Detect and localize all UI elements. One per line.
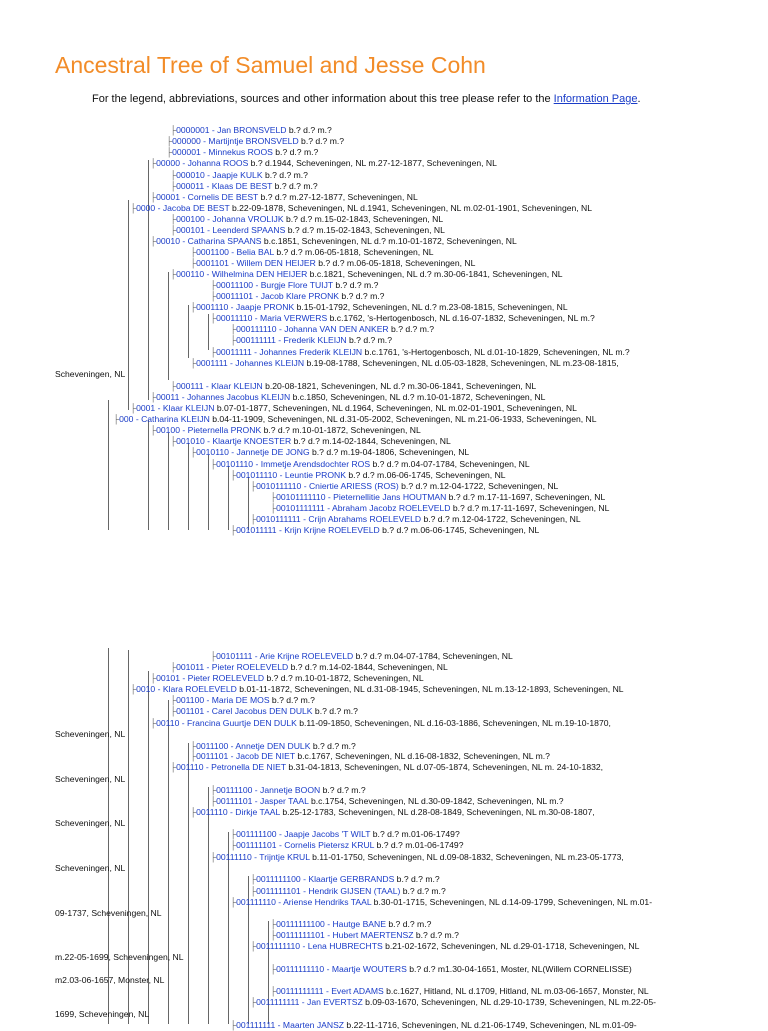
tree-branch-glyph: ├ [170,662,177,672]
person-link[interactable]: 00011110 - Maria VERWERS [216,313,328,323]
tree-branch-glyph: ├ [150,158,157,168]
person-link[interactable]: 00110 - Francina Guurtje DEN DULK [156,718,297,728]
tree-entry [210,280,378,291]
tree-entry [130,684,624,695]
tree-branch-glyph: ├ [270,503,277,513]
person-info: b.? d.? m.04-07-1784, Scheveningen, NL [370,459,530,469]
tree-entry [230,1020,637,1031]
tree-branch-glyph: ├ [150,392,157,402]
person-info-continued: Scheveningen, NL [55,818,126,828]
tree-branch-glyph: ├ [230,897,237,907]
tree-entry [170,695,315,706]
tree-branch-glyph: ├ [210,852,217,862]
person-info: b.? d.? m.14-02-1844, Scheveningen, NL [291,436,451,446]
tree-entry [270,492,605,503]
person-link[interactable]: 00101111 - Arie Krijne ROELEVELD [216,651,354,661]
tree-entry [130,203,592,214]
person-info: b.? d.? m.? [320,785,366,795]
tree-entry [230,470,506,481]
tree-entry [150,158,497,169]
person-info: b.22-11-1716, Scheveningen, NL d.21-06-1749, Scheveningen, NL m.01-09- [344,1020,637,1030]
tree-connector-line [128,650,129,1024]
person-info: b.? d.? m.01-06-1749? [374,840,464,850]
tree-branch-glyph: ├ [230,324,237,334]
tree-entry [210,651,513,662]
person-info: b.? d.? m.04-07-1784, Scheveningen, NL [353,651,513,661]
person-link[interactable]: 0000001 - Jan BRONSVELD [176,125,287,135]
person-link[interactable]: 0011101 - Jacob DE NIET [196,751,295,761]
tree-connector-line [148,160,149,400]
person-link[interactable]: 00101 - Pieter ROELEVELD [156,673,265,683]
person-link[interactable]: 0010111110 - Cniertie ARIESS (ROS) [256,481,399,491]
person-info-continued: Scheveningen, NL [55,369,126,379]
person-info: b.? d.? m1.30-04-1651, Moster, NL(Willem CORNELISSE) [406,964,632,974]
person-info: b.c.1850, Scheveningen, NL d.? m.10-01-1872, Scheveningen, NL [290,392,546,402]
tree-branch-glyph: ├ [270,492,277,502]
tree-entry [210,313,595,324]
tree-branch-glyph: ├ [150,718,157,728]
intro-sentence: For the legend, abbreviations, sources and other information about this tree please refer to the [92,93,551,105]
person-info-continued: m.22-05-1699, Scheveningen, NL [55,952,184,962]
tree-entry [210,459,530,470]
person-link[interactable]: 0011111100 - Klaartje GERBRANDS [256,874,395,884]
person-link[interactable]: 0001110 - Jaapje PRONK [196,302,295,312]
tree-branch-glyph: ├ [166,136,173,146]
tree-entry [230,829,460,840]
information-page-link[interactable]: Information Page [553,93,638,105]
tree-entry [270,964,632,975]
person-info: b.20-08-1821, Scheveningen, NL d.? m.30-06-1841, Scheveningen, NL [262,381,537,391]
person-link[interactable]: 0011111111 - Jan EVERTSZ [256,997,363,1007]
person-link[interactable]: 000111110 - Johanna VAN DEN ANKER [236,324,389,334]
tree-entry [230,840,463,851]
person-link[interactable]: 0001100 - Belia BAL [196,247,274,257]
tree-entry [170,269,563,280]
tree-entry [250,886,446,897]
person-link[interactable]: 00111100 - Jannetje BOON [216,785,321,795]
tree-branch-glyph: ├ [130,203,137,213]
person-info: b.? d.? m.? [400,886,446,896]
person-link[interactable]: 000010 - Jaapje KULK [176,170,263,180]
person-info: b.? d.? m.? [394,874,440,884]
person-info: b.04-11-1909, Scheveningen, NL d.31-05-2002, Scheveningen, NL m.21-06-1933, Scheveningen, NL [209,414,597,424]
person-info: b.? d.? m.? [413,930,459,940]
person-info: b.19-08-1788, Scheveningen, NL d.05-03-1828, Scheveningen, NL m.23-08-1815, [304,358,619,368]
tree-entry [150,192,418,203]
person-info: b.? d.? m.10-01-1872, Scheveningen, NL [264,673,424,683]
tree-branch-glyph: ├ [150,192,157,202]
person-info: b.? d.? m.? [385,919,432,929]
person-link[interactable]: 0010 - Klara ROELEVELD [136,684,237,694]
tree-branch-glyph: ├ [250,941,257,951]
tree-branch-glyph: ├ [270,930,277,940]
tree-entry [170,662,448,673]
tree-branch-glyph: ├ [170,269,177,279]
person-info: b.? d.? m.? [388,324,435,334]
tree-entry [150,425,421,436]
tree-entry [190,258,475,269]
person-info: b.? d.? m.14-02-1844, Scheveningen, NL [288,662,448,672]
person-link[interactable]: 00001 - Cornelis DE BEST [156,192,259,202]
person-link[interactable]: 00101110 - Immetje Arendsdochter ROS [216,459,371,469]
tree-entry [250,941,639,952]
person-info: b.? d.? m.15-02-1843, Scheveningen, NL [285,225,445,235]
tree-branch-glyph: ├ [150,425,157,435]
person-info: b.? d.? m.? [286,125,332,135]
person-info: b.? d.? m.? [269,695,315,705]
tree-entry [170,125,332,136]
person-info-continued: m2.03-06-1657, Monster, NL [55,975,165,985]
tree-branch-glyph: ├ [210,347,217,357]
person-link[interactable]: 00011111 - Johannes Frederik KLEIJN [216,347,363,357]
person-info: b.? d.? m.01-06-1749? [370,829,460,839]
tree-entry [190,807,595,818]
tree-entry [230,525,539,536]
tree-branch-glyph: ├ [170,436,177,446]
person-info: b.? d.? m.06-05-1818, Scheveningen, NL [315,258,476,268]
tree-branch-glyph: ├ [250,997,257,1007]
tree-connector-line [168,272,169,380]
person-link[interactable]: 0010111111 - Crijn Abrahams ROELEVELD [256,514,422,524]
tree-connector-line [188,305,189,358]
tree-branch-glyph: ├ [230,525,237,535]
person-info: b.? d.? m.12-04-1722, Scheveningen, NL [398,481,559,491]
person-link[interactable]: 001011110 - Leuntie PRONK [236,470,346,480]
person-link[interactable]: 001111111 - Maarten JANSZ [236,1020,345,1030]
person-link[interactable]: 000000 - Martijntje BRONSVELD [172,136,299,146]
person-info: b.? d.? m.19-04-1806, Scheveningen, NL [309,447,470,457]
person-info: b.? d.? m.06-06-1745, Scheveningen, NL [379,525,540,535]
tree-entry [170,381,536,392]
person-link[interactable]: 000111 - Klaar KLEIJN [176,381,263,391]
tree-entry [250,997,656,1008]
person-info: b.c.1851, Scheveningen, NL d.? m.10-01-1872, Scheveningen, NL [261,236,517,246]
tree-branch-glyph: ├ [190,247,197,257]
person-info-continued: Scheveningen, NL [55,863,126,873]
tree-branch-glyph: ├ [170,125,177,135]
tree-entry [166,136,344,147]
tree-entry [170,436,451,447]
tree-branch-glyph: ├ [230,840,237,850]
person-info: b.? d.? m.? [346,335,392,345]
person-info: b.? d.? m.06-06-1745, Scheveningen, NL [345,470,506,480]
person-info: b.? d.? m.27-12-1877, Scheveningen, NL [258,192,418,202]
person-link[interactable]: 0011111101 - Hendrik GIJSEN (TAAL) [256,886,401,896]
tree-entry [166,147,318,158]
person-info: b.07-01-1877, Scheveningen, NL d.1964, Scheveningen, NL m.02-01-1901, Scheveningen, NL [214,403,577,413]
person-link[interactable]: 00101111111 - Abraham Jacobz ROELEVELD [276,503,451,513]
person-link[interactable]: 0011100 - Annetje DEN DULK [196,741,311,751]
person-link[interactable]: 00011 - Johannes Jacobus KLEIJN [156,392,291,402]
tree-branch-glyph: ├ [190,807,197,817]
tree-branch-glyph: ├ [250,886,257,896]
person-info: b.c.1762, 's-Hertogenbosch, NL d.16-07-1832, Scheveningen, NL m.? [327,313,595,323]
tree-branch-glyph: ├ [130,684,137,694]
tree-branch-glyph: ├ [170,762,177,772]
tree-entry [250,514,581,525]
person-info: b.? d.? m.17-11-1697, Scheveningen, NL [450,503,610,513]
person-link[interactable]: 00111111100 - Hautge BANE [276,919,386,929]
tree-entry [170,762,603,773]
person-link[interactable]: 00101111110 - Pieternellitie Jans HOUTMAN [276,492,447,502]
tree-entry [170,170,308,181]
tree-branch-glyph: ├ [250,514,257,524]
person-info: b.? d.? m.? [272,181,318,191]
person-info: b.? d.? m.12-04-1722, Scheveningen, NL [421,514,581,524]
tree-branch-glyph: ├ [190,447,197,457]
person-link[interactable]: 001010 - Klaartje KNOESTER [176,436,292,446]
tree-entry [190,751,550,762]
tree-branch-glyph: ├ [270,964,277,974]
person-link[interactable]: 0011110 - Dirkje TAAL [196,807,281,817]
person-link[interactable]: 0001111 - Johannes KLEIJN [196,358,305,368]
tree-connector-line [268,921,269,1024]
person-info: b.31-04-1813, Scheveningen, NL d.07-05-1874, Scheveningen, NL m. 24-10-1832, [285,762,604,772]
tree-branch-glyph: ├ [210,796,217,806]
tree-entry [190,447,469,458]
tree-branch-glyph: ├ [250,481,257,491]
person-link[interactable]: 001011 - Pieter ROELEVELD [176,662,289,672]
person-link[interactable]: 000001 - Minnekus ROOS [172,147,273,157]
person-info: b.11-09-1850, Scheveningen, NL d.16-03-1886, Scheveningen, NL m.19-10-1870, [296,718,611,728]
tree-branch-glyph: ├ [210,291,217,301]
tree-branch-glyph: ├ [230,829,237,839]
tree-entry [113,414,597,425]
tree-connector-line [168,700,169,1024]
tree-branch-glyph: ├ [113,414,120,424]
tree-entry [170,706,358,717]
person-link[interactable]: 000111111 - Frederik KLEIJN [236,335,347,345]
tree-branch-glyph: ├ [170,181,177,191]
tree-entry [130,403,577,414]
tree-branch-glyph: ├ [170,706,177,716]
person-link[interactable]: 00111111111 - Evert ADAMS [276,986,384,996]
person-link[interactable]: 001111110 - Ariense Hendriks TAAL [236,897,372,907]
tree-branch-glyph: ├ [150,673,157,683]
tree-entry [210,785,366,796]
intro-period: . [637,93,641,105]
person-link[interactable]: 00100 - Pieternella PRONK [156,425,262,435]
tree-branch-glyph: ├ [170,214,177,224]
person-info: b.? d.1944, Scheveningen, NL m.27-12-1877, Scheveningen, NL [248,158,497,168]
tree-branch-glyph: ├ [230,335,237,345]
person-info: b.? d.? m.17-11-1697, Scheveningen, NL [446,492,606,502]
person-info: b.? d.? m.? [272,147,319,157]
person-link[interactable]: 000110 - Wilhelmina DEN HEIJER [176,269,308,279]
person-link[interactable]: 000100 - Johanna VROLIJK [176,214,284,224]
person-info-continued: 1699, Scheveningen, NL [55,1009,150,1019]
person-info: b.? d.? m.? [312,706,358,716]
person-link[interactable]: 001101 - Carel Jacobus DEN DULK [176,706,313,716]
person-info: b.09-03-1670, Scheveningen, NL d.29-10-1739, Scheveningen, NL m.22-05- [362,997,656,1007]
person-link[interactable]: 00010 - Catharina SPAANS [156,236,262,246]
tree-entry [210,347,630,358]
tree-branch-glyph: ├ [270,986,277,996]
person-info: b.21-02-1672, Scheveningen, NL d.29-01-1718, Scheveningen, NL [382,941,640,951]
person-info: b.? d.? m.? [332,280,379,290]
person-link[interactable]: 0001101 - Willem DEN HEIJER [196,258,316,268]
tree-entry [210,852,624,863]
tree-branch-glyph: ├ [170,225,177,235]
tree-entry [170,181,318,192]
tree-branch-glyph: ├ [170,695,177,705]
tree-branch-glyph: ├ [166,147,173,157]
person-link[interactable]: 001111100 - Jaapje Jacobs 'T WILT [236,829,371,839]
tree-entry [270,919,431,930]
tree-connector-line [168,433,169,530]
person-info: b.? d.? m.? [310,741,356,751]
tree-branch-glyph: ├ [190,741,197,751]
tree-branch-glyph: ├ [230,1020,237,1030]
tree-entry [210,796,564,807]
tree-entry [270,986,649,997]
person-info-continued: Scheveningen, NL [55,729,126,739]
tree-entry [230,897,652,908]
tree-entry [150,673,424,684]
tree-entry [150,392,545,403]
person-info: b.c.1761, 's-Hertogenbosch, NL d.01-10-1829, Scheveningen, NL m.? [362,347,630,357]
person-link[interactable]: 000011 - Klaas DE BEST [176,181,273,191]
person-link[interactable]: 000 - Catharina KLEIJN [119,414,210,424]
page-title: Ancestral Tree of Samuel and Jesse Cohn [55,52,486,78]
tree-branch-glyph: ├ [250,874,257,884]
person-info: b.25-12-1783, Scheveningen, NL d.28-08-1849, Scheveningen, NL m.30-08-1807, [280,807,595,817]
tree-entry [190,358,619,369]
person-info: b.c.1754, Scheveningen, NL d.30-09-1842, Scheveningen, NL m.? [308,796,564,806]
tree-connector-line [208,455,209,530]
tree-entry [270,503,609,514]
tree-entry [190,302,568,313]
tree-branch-glyph: ├ [230,470,237,480]
tree-entry [270,930,459,941]
person-info: b.c.1821, Scheveningen, NL d.? m.30-06-1841, Scheveningen, NL [307,269,563,279]
person-info-continued: Scheveningen, NL [55,774,126,784]
person-link[interactable]: 001111101 - Cornelis Pietersz KRUL [236,840,375,850]
person-info: b.01-11-1872, Scheveningen, NL d.31-08-1945, Scheveningen, NL m.13-12-1893, Scheveningen, NL [236,684,624,694]
tree-branch-glyph: ├ [150,236,157,246]
tree-branch-glyph: ├ [210,313,217,323]
person-info: b.? d.? m.15-02-1843, Scheveningen, NL [283,214,444,224]
person-info: b.c.1627, Hitland, NL d.1709, Hitland, NL m.03-06-1657, Monster, NL [383,986,649,996]
tree-connector-line [148,420,149,530]
person-link[interactable]: 000101 - Leenderd SPAANS [176,225,286,235]
tree-connector-line [148,671,149,1024]
person-link[interactable]: 00011100 - Burgje Flore TUIJT [216,280,333,290]
person-link[interactable]: 00111111110 - Maartje WOUTERS [276,964,407,974]
person-info: b.? d.? m.? [298,136,345,146]
person-info: b.? d.? m.? [339,291,385,301]
person-info: b.15-01-1792, Scheveningen, NL d.? m.23-08-1815, Scheveningen, NL [294,302,568,312]
tree-entry [230,335,392,346]
person-link[interactable]: 00111101 - Jasper TAAL [216,796,309,806]
person-link[interactable]: 0011111110 - Lena HUBRECHTS [256,941,383,951]
person-link[interactable]: 0010110 - Jannetje DE JONG [196,447,310,457]
tree-entry [170,214,443,225]
tree-branch-glyph: ├ [190,258,197,268]
tree-branch-glyph: ├ [170,381,177,391]
person-info: b.? d.? m.? [262,170,308,180]
person-info: b.22-09-1878, Scheveningen, NL d.1941, Scheveningen, NL m.02-01-1901, Scheveningen, NL [229,203,593,213]
person-link[interactable]: 001100 - Maria DE MOS [176,695,270,705]
person-info: b.? d.? m.10-01-1872, Scheveningen, NL [261,425,421,435]
tree-branch-glyph: ├ [210,459,217,469]
tree-branch-glyph: ├ [270,919,277,929]
person-link[interactable]: 0000 - Jacoba DE BEST [136,203,230,213]
person-link[interactable]: 00111110 - Trijntje KRUL [216,852,310,862]
tree-branch-glyph: ├ [130,403,137,413]
tree-entry [230,324,434,335]
tree-entry [250,481,558,492]
tree-connector-line [108,648,109,1024]
tree-connector-line [208,787,209,1024]
tree-entry [250,874,440,885]
tree-connector-line [128,200,129,410]
person-info: b.? d.? m.06-05-1818, Scheveningen, NL [273,247,434,257]
tree-entry [190,247,434,258]
person-info-continued: 09-1737, Scheveningen, NL [55,908,162,918]
tree-connector-line [248,477,249,530]
person-link[interactable]: 001011111 - Krijn Krijne ROELEVELD [236,525,380,535]
tree-connector-line [208,314,209,350]
tree-branch-glyph: ├ [210,785,217,795]
person-link[interactable]: 001110 - Petronella DE NIET [176,762,286,772]
person-info: b.c.1767, Scheveningen, NL d.16-08-1832, Scheveningen, NL m.? [294,751,550,761]
person-link[interactable]: 0001 - Klaar KLEIJN [136,403,215,413]
tree-branch-glyph: ├ [190,358,197,368]
tree-branch-glyph: ├ [210,651,217,661]
tree-entry [150,718,611,729]
tree-branch-glyph: ├ [170,170,177,180]
tree-entry [210,291,384,302]
person-link[interactable]: 00111111101 - Hubert MAERTENSZ [276,930,414,940]
tree-connector-line [108,400,109,530]
tree-connector-line [228,466,229,530]
tree-entry [170,225,445,236]
tree-branch-glyph: ├ [210,280,217,290]
tree-entry [150,236,517,247]
person-info: b.11-01-1750, Scheveningen, NL d.09-08-1832, Scheveningen, NL m.23-05-1773, [309,852,624,862]
tree-branch-glyph: ├ [190,302,197,312]
person-info: b.30-01-1715, Scheveningen, NL d.14-09-1799, Scheveningen, NL m.01- [371,897,653,907]
tree-branch-glyph: ├ [190,751,197,761]
tree-connector-line [188,443,189,530]
person-link[interactable]: 00011101 - Jacob Klare PRONK [216,291,340,301]
tree-connector-line [188,743,189,1024]
person-link[interactable]: 00000 - Johanna ROOS [156,158,249,168]
